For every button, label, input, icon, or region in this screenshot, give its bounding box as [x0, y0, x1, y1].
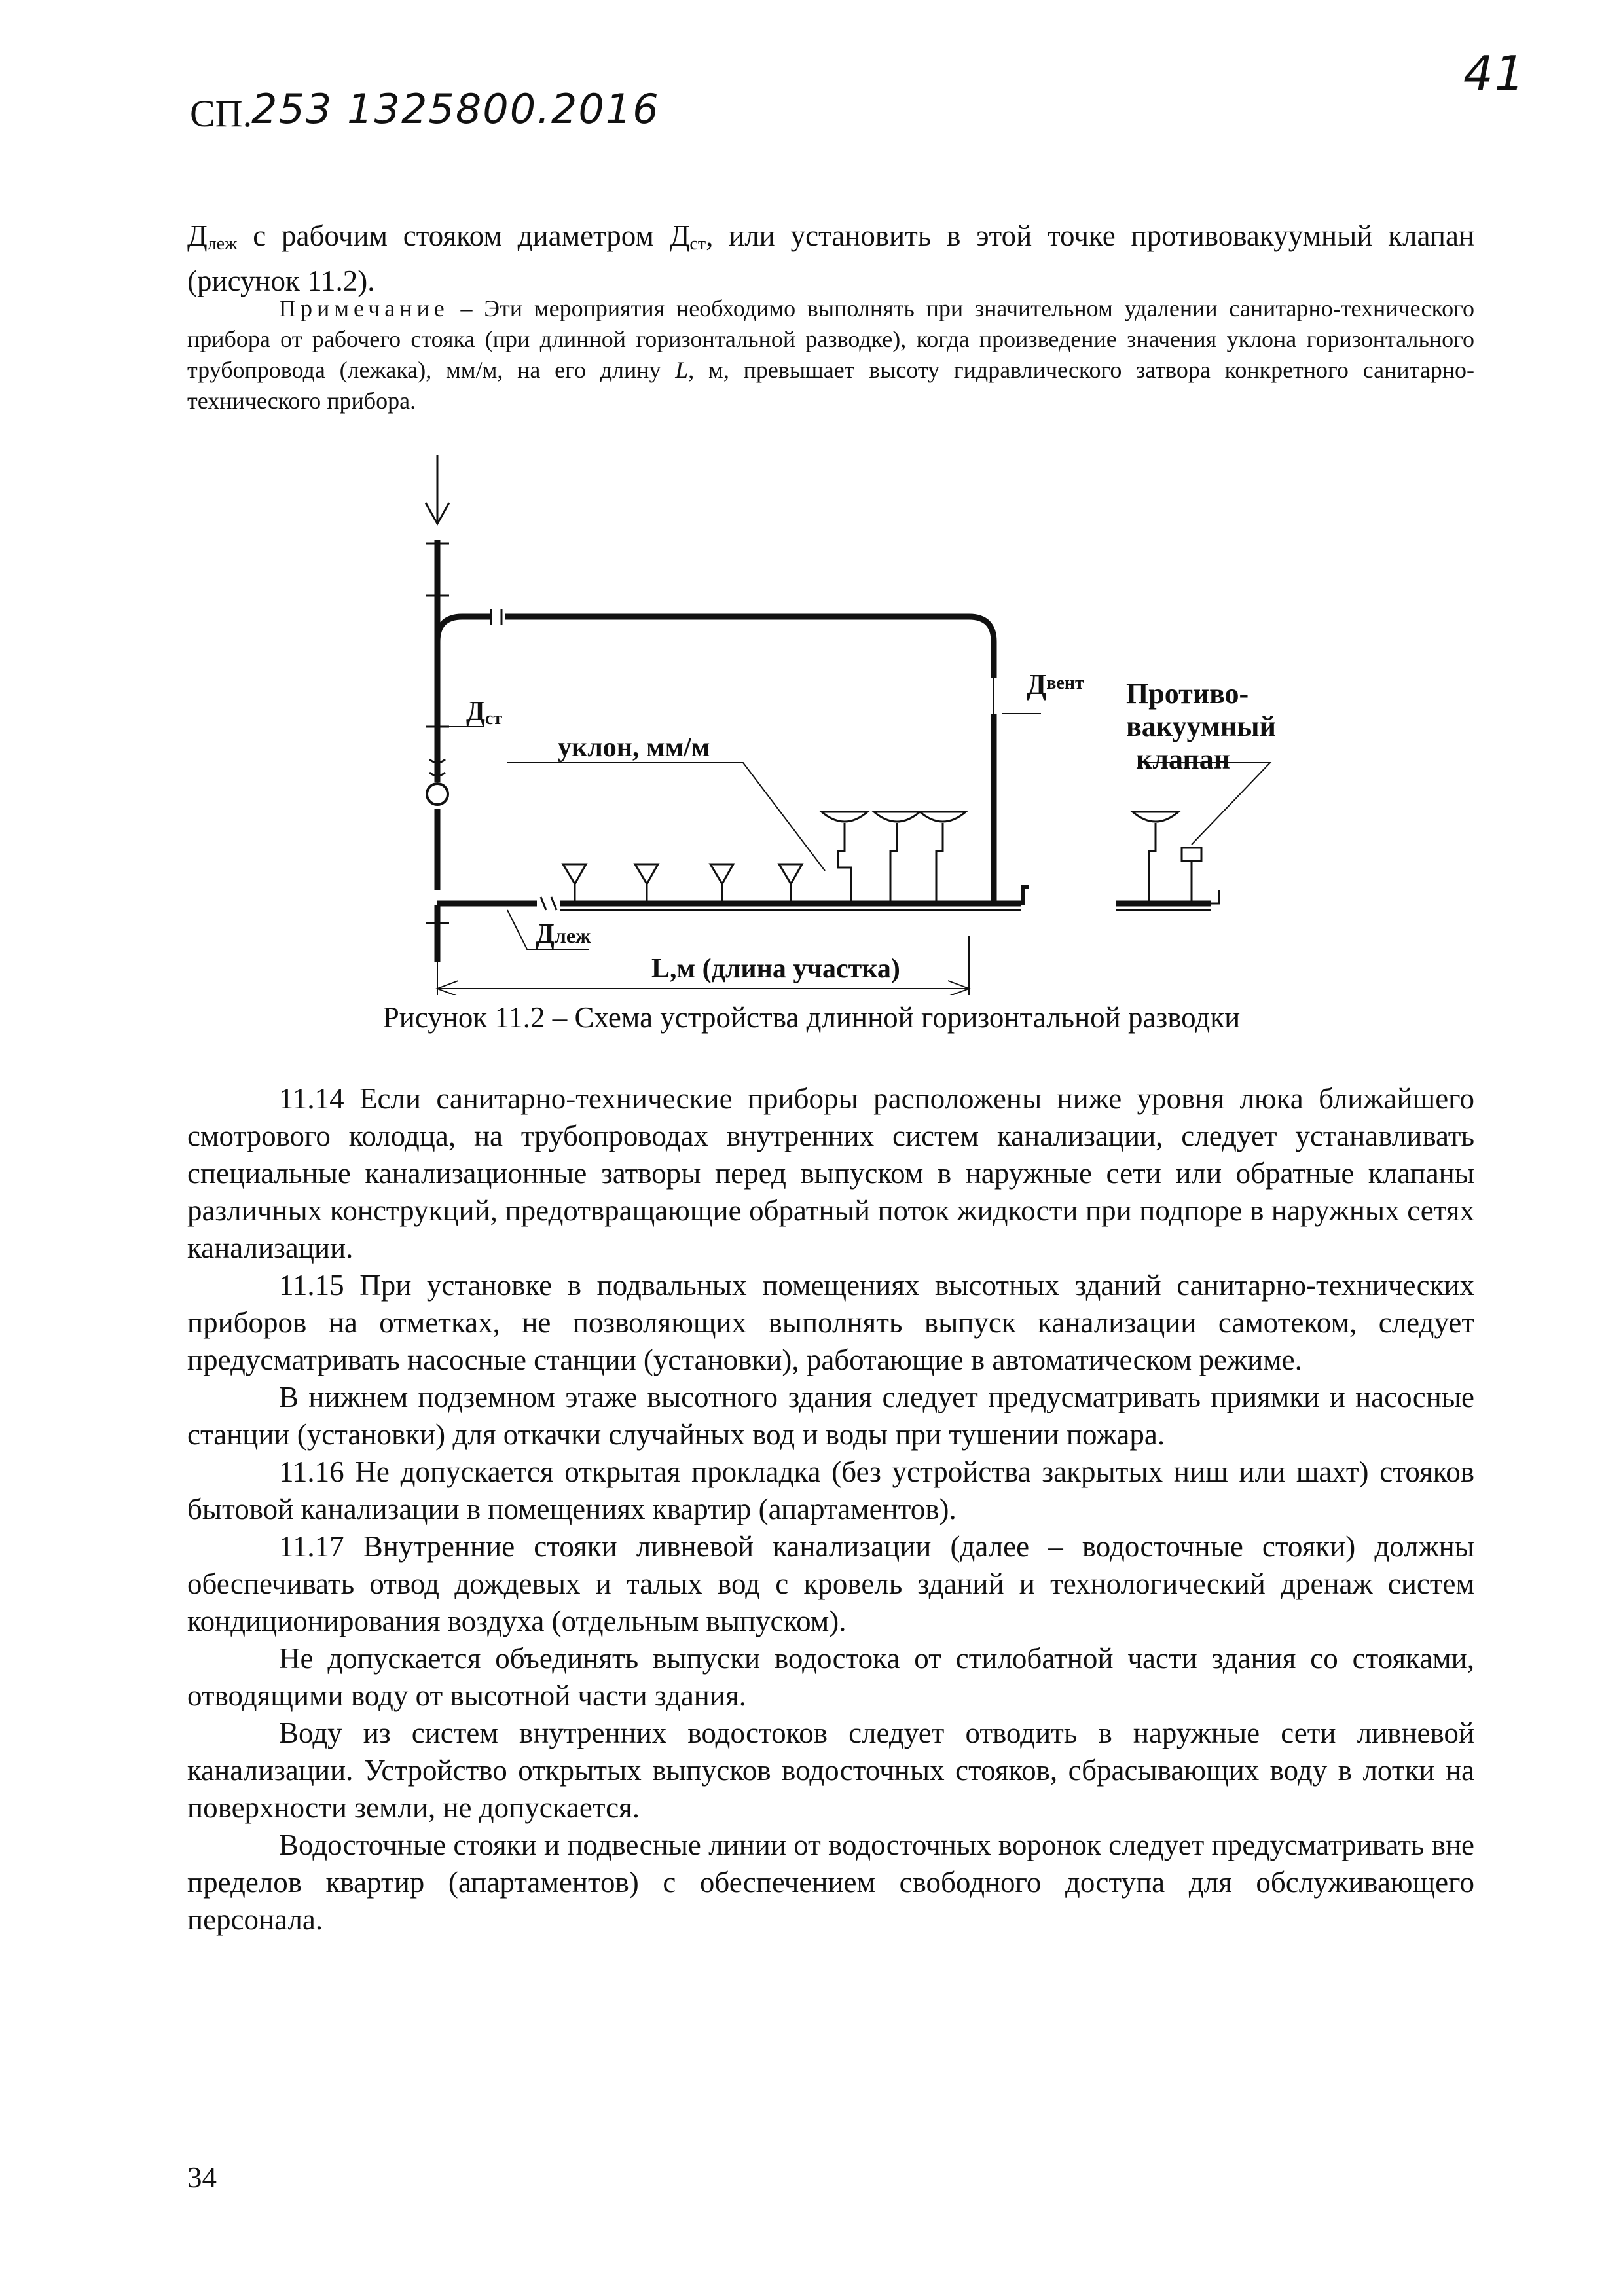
paragraph-11-14: 11.14 Если санитарно-технические приборы расположены ниже уровня люка ближайшего смотрового колодца, на трубопроводах внутренних систем канализации, следует устанавливать специальные канализационные затворы перед выпуском в наружные сети или обратные клапаны различных конструкций, предотвращающие обратный поток жидкости при подпоре в наружных сетях канализации.	[187, 1082, 1474, 1264]
main-text	[187, 1080, 1474, 1939]
handwritten-document-code: 253 1325800.2016	[251, 85, 660, 133]
slope-leader	[507, 763, 825, 871]
floor-drains	[563, 864, 802, 903]
paragraph-basement: В нижнем подземном этаже высотного здания следует предусматривать приямки и насосные станции (установки) для откачки случайных вод и воды при тушении пожара.	[187, 1381, 1474, 1451]
paragraph-11-17: 11.17 Внутренние стояки ливневой канализации (далее – водосточные стояки) должны обеспечивать отвод дождевых и талых вод с кровель зданий и технологический дренаж систем кондиционирования воздуха (отдельным выпуском).	[187, 1530, 1474, 1637]
handwritten-page-number: 41	[1463, 46, 1526, 101]
note-text-end: , м, превышает высоту гидравлического затвора конкретного санитарно-технического прибора.	[187, 357, 1475, 414]
vent-pipe-left	[437, 617, 491, 642]
note-paragraph	[187, 293, 1474, 416]
label-dst: Дст	[466, 697, 503, 729]
paragraph-11-15: 11.15 При установке в подвальных помещениях высотных зданий санитарно-технических приборов на отметках, не позволяющих выполнять выпуск канализации самотеком, следует предусматривать насосные станции (установки), работающие в автоматическом режиме.	[187, 1269, 1474, 1376]
drain-break-mark	[541, 897, 556, 910]
note-text: – Эти мероприятия необходимо выполнять при значительном удалении санитарно-технического прибора от рабочего стояка (при длинной горизонтальной разводке), когда произведение значения уклона горизонтального трубопровода (лежака), мм/м, на его длину	[187, 295, 1474, 383]
page-number: 34	[187, 2161, 217, 2194]
document-code-prefix: СП.	[190, 92, 253, 135]
figure-caption: Рисунок 11.2 – Схема устройства длинной горизонтальной разводки	[382, 1001, 1241, 1034]
vent-pipe-top	[505, 617, 994, 678]
label-dlezh: Длеж	[536, 919, 591, 949]
paragraph-downpipes: Водосточные стояки и подвесные линии от водосточных воронок следует предусматривать вне пределов квартир (апартаментов) с обеспечением свободного доступа для обслуживающего персонала.	[187, 1829, 1474, 1936]
label-valve-line-3: клапан	[1136, 743, 1231, 775]
washbasins	[822, 812, 966, 903]
label-length: L,м (длина участка)	[651, 954, 900, 984]
label-valve-line-2: вакуумный	[1126, 710, 1276, 742]
intro-paragraph	[187, 217, 1474, 300]
paragraph-drainage: Воду из систем внутренних водостоков следует отводить в наружные сети ливневой канализации. Устройство открытых выпусков водосточных стояков, сбрасывающих воду в лотки на поверхности земли, не допускается.	[187, 1717, 1474, 1824]
pipe-layout-diagram	[393, 452, 1342, 995]
d-lezh-subscript: леж	[207, 234, 238, 254]
revision-opening-icon	[427, 784, 448, 805]
paragraph-stylobate: Не допускается объединять выпуски водостока от стилобатной части здания со стояками, отводящими воду от высотной части здания.	[187, 1642, 1474, 1712]
d-st-symbol: Д	[669, 219, 690, 252]
intro-text-2: , или установить в этой точке противовакуумный клапан (рисунок 11.2).	[187, 219, 1475, 297]
note-label: Примечание	[279, 295, 449, 321]
intro-text-1: с рабочим стояком диаметром	[237, 219, 670, 252]
length-symbol: L	[675, 357, 689, 383]
label-slope: уклон, мм/м	[558, 733, 710, 763]
label-valve-line-1: Противо-	[1126, 678, 1249, 710]
d-st-subscript: ст	[689, 234, 706, 254]
vacuum-valve-unit	[1116, 812, 1219, 910]
label-dvent: Двент	[1027, 668, 1084, 701]
d-lezh-symbol: Д	[187, 219, 208, 252]
paragraph-11-16: 11.16 Не допускается открытая прокладка (без устройства закрытых ниш или шахт) стояков бытовой канализации в помещениях квартир (апартаментов).	[187, 1455, 1474, 1525]
